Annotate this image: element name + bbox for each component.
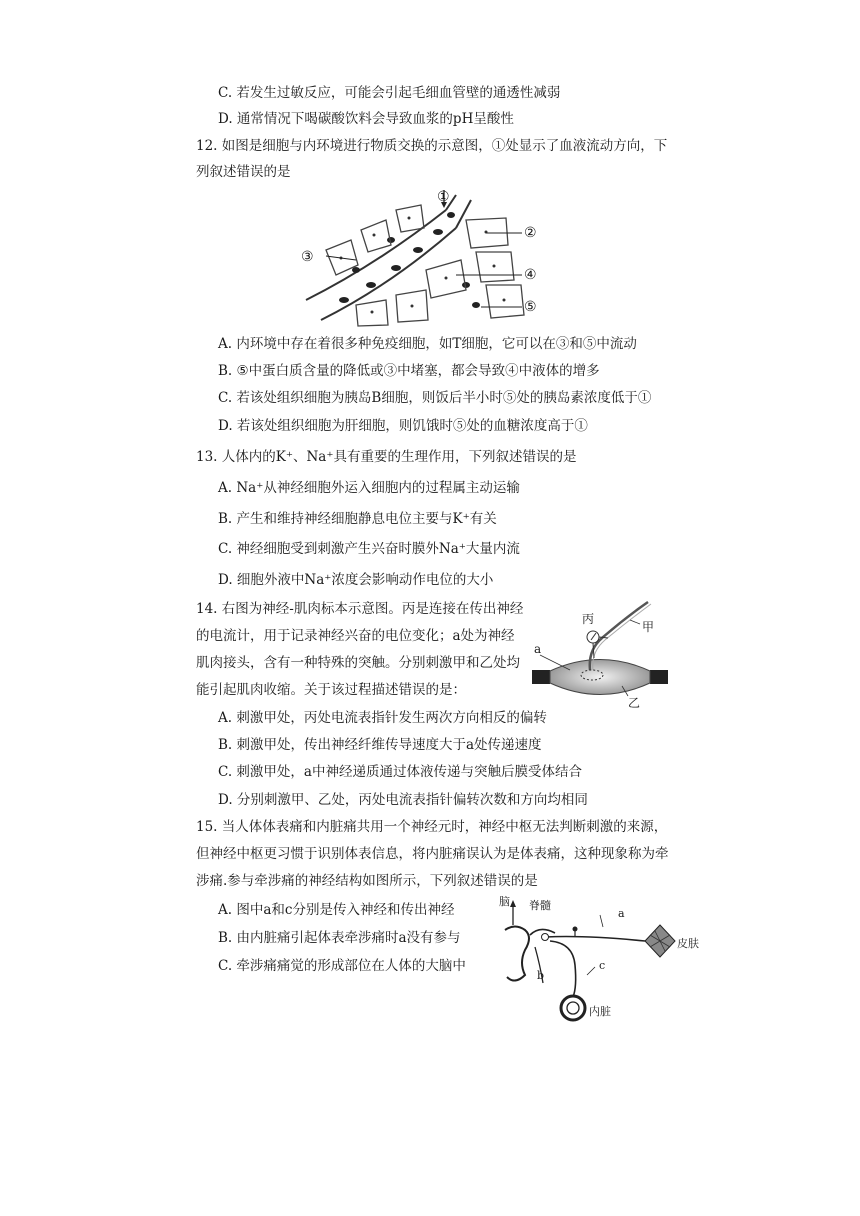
q13-stem: 13. 人体内的K⁺、Na⁺具有重要的生理作用，下列叙述错误的是	[196, 449, 577, 465]
label-bing: 丙	[582, 612, 595, 626]
q14-stem-line1: 14. 右图为神经-肌肉标本示意图。丙是连接在传出神经	[196, 601, 524, 617]
label-nerve-b: b	[537, 969, 545, 982]
label-a: a	[534, 642, 542, 656]
label-2: ②	[524, 225, 537, 241]
q11-option-d: D. 通常情况下喝碳酸饮料会导致血浆的pH呈酸性	[218, 111, 514, 127]
q12-option-a: A. 内环境中存在着很多种免疫细胞，如T细胞，它可以在③和⑤中流动	[218, 336, 637, 352]
q12-option-d: D. 若该处组织细胞为肝细胞，则饥饿时⑤处的血糖浓度高于①	[218, 418, 588, 434]
q15-option-b: B. 由内脏痛引起体表牵涉痛时a没有参与	[218, 930, 461, 946]
q12-option-c: C. 若该处组织细胞为胰岛B细胞，则饭后半小时⑤处的胰岛素浓度低于①	[218, 390, 652, 406]
q14-option-c: C. 刺激甲处，a中神经递质通过体液传递与突触后膜受体结合	[218, 764, 582, 780]
label-nerve-a: a	[618, 907, 625, 920]
q14-nerve-muscle-diagram	[530, 600, 670, 710]
label-yi: 乙	[628, 696, 641, 710]
q11-option-c: C. 若发生过敏反应，可能会引起毛细血管壁的通透性减弱	[218, 85, 561, 101]
q14-option-d: D. 分别刺激甲、乙处，丙处电流表指针偏转次数和方向均相同	[218, 792, 588, 808]
label-4: ④	[524, 267, 537, 283]
q15-stem-line1: 15. 当人体体表痛和内脏痛共用一个神经元时，神经中枢无法判断刺激的来源，	[196, 819, 668, 835]
q12-option-b: B. ⑤中蛋白质含量的降低或③中堵塞，都会导致④中液体的增多	[218, 363, 600, 379]
label-spinal-cord: 脊髓	[529, 899, 551, 912]
q13-option-c: C. 神经细胞受到刺激产生兴奋时膜外Na⁺大量内流	[218, 541, 520, 557]
q12-tissue-diagram	[296, 190, 552, 330]
label-skin: 皮肤	[677, 937, 699, 950]
q15-referred-pain-diagram	[495, 895, 705, 1025]
q14-option-a: A. 刺激甲处，丙处电流表指针发生两次方向相反的偏转	[218, 710, 547, 726]
label-nerve-c: c	[599, 959, 606, 972]
label-5: ⑤	[524, 299, 537, 315]
label-1: ①	[437, 189, 450, 205]
q13-option-d: D. 细胞外液中Na⁺浓度会影响动作电位的大小	[218, 572, 494, 588]
q12-stem-line1: 12. 如图是细胞与内环境进行物质交换的示意图，①处显示了血液流动方向，下	[196, 138, 668, 154]
q12-stem-line2: 列叙述错误的是	[196, 164, 291, 180]
q15-stem-line2: 但神经中枢更习惯于识别体表信息，将内脏痛误认为是体表痛，这种现象称为牵	[196, 846, 669, 862]
q14-stem-line2: 的电流计，用于记录神经兴奋的电位变化；a处为神经	[196, 628, 515, 644]
q13-option-b: B. 产生和维持神经细胞静息电位主要与K⁺有关	[218, 511, 497, 527]
q13-option-a: A. Na⁺从神经细胞外运入细胞内的过程属主动运输	[218, 480, 520, 496]
q14-stem-line3: 肌肉接头，含有一种特殊的突触。分别刺激甲和乙处均	[196, 655, 520, 671]
label-3: ③	[301, 249, 314, 265]
q15-stem-line3: 涉痛.参与牵涉痛的神经结构如图所示，下列叙述错误的是	[196, 873, 538, 889]
label-jia: 甲	[642, 620, 655, 634]
q14-stem-line4: 能引起肌肉收缩。关于该过程描述错误的是：	[196, 682, 466, 698]
q14-option-b: B. 刺激甲处，传出神经纤维传导速度大于a处传递速度	[218, 737, 542, 753]
label-brain: 脑	[499, 895, 510, 908]
label-viscera: 内脏	[589, 1005, 611, 1018]
q15-option-c: C. 牵涉痛痛觉的形成部位在人体的大脑中	[218, 958, 466, 974]
q15-option-a: A. 图中a和c分别是传入神经和传出神经	[218, 902, 455, 918]
